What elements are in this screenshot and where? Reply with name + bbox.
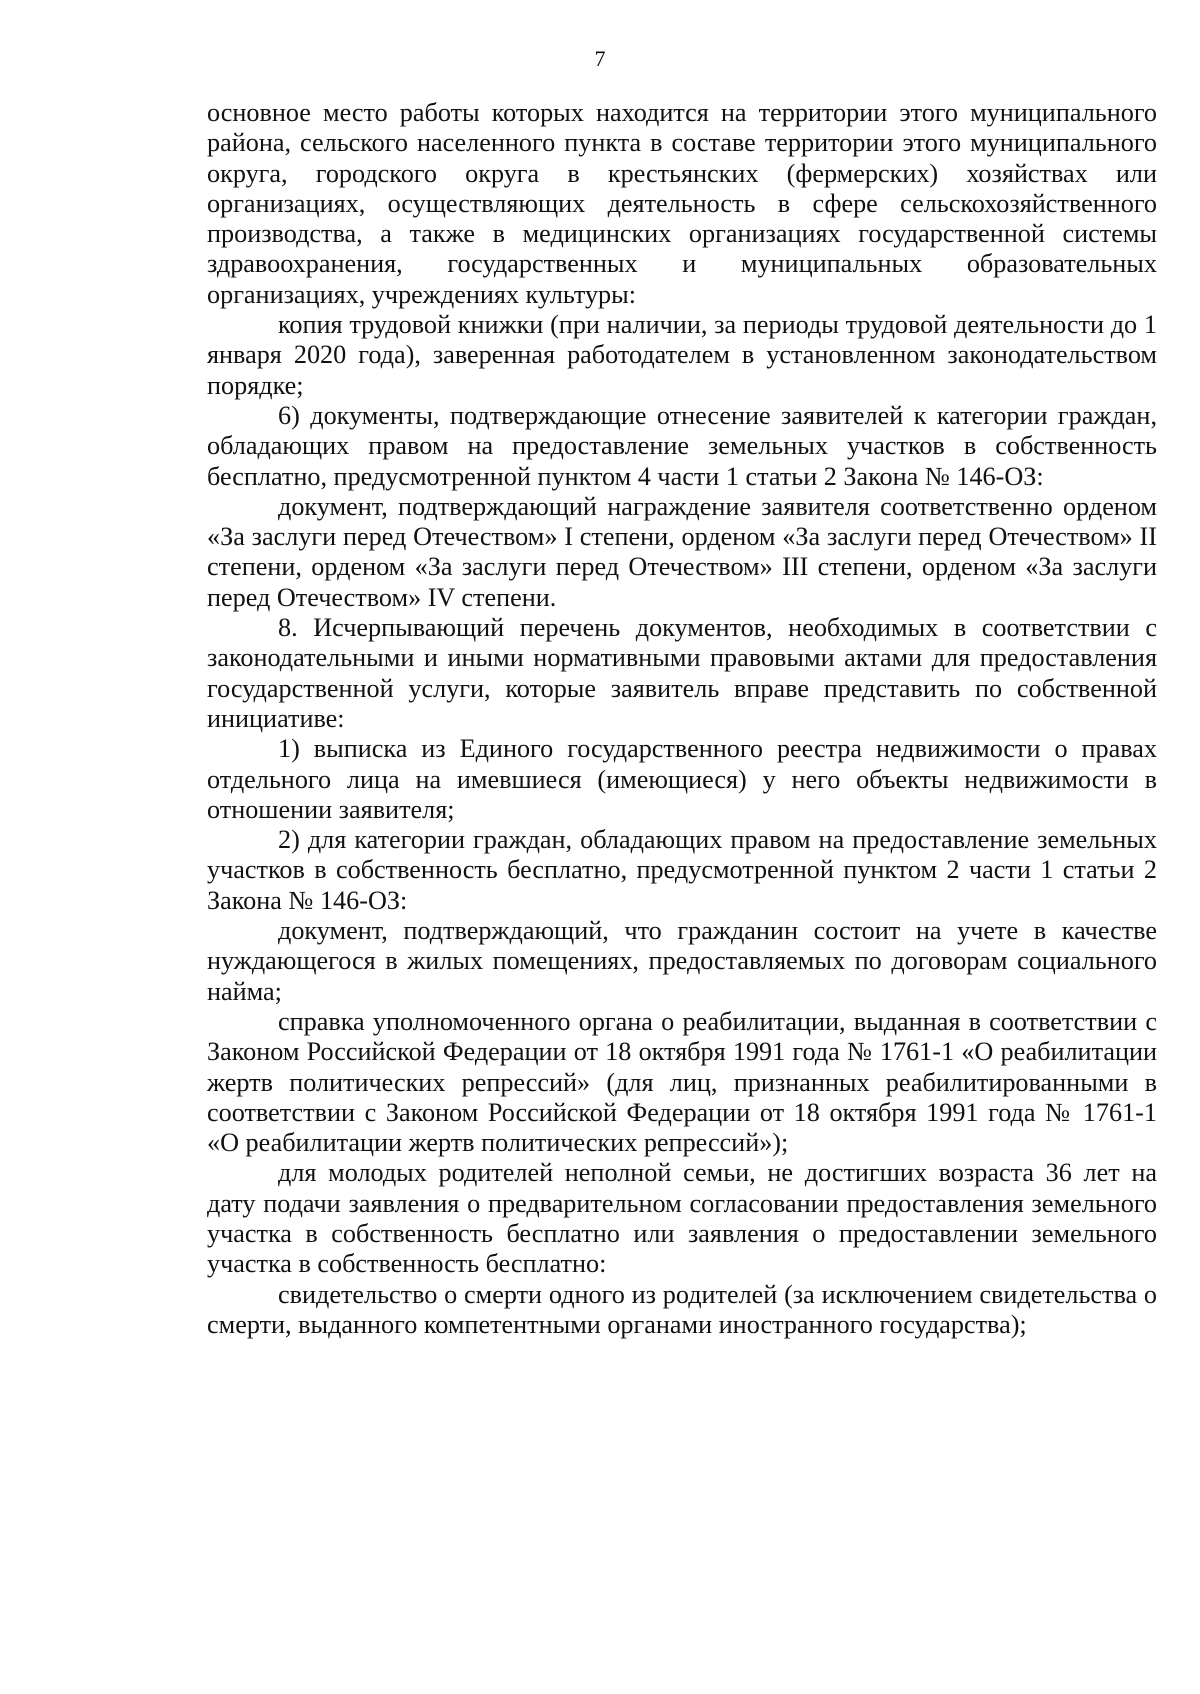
paragraph-rehabilitation-certificate: справка уполномоченного органа о реабилитации, выданная в соответствии с Законом Российской Федерации от 18 октября 1991 года № 1761-1 «О реабилитации жертв политических репрессий» (для лиц, признанных реабилитированными в соответствии с Законом Российской Федерации от 18 октября 1991 года № 1761-1 «О реабилитации жертв политических репрессий»); bbox=[207, 1006, 1157, 1158]
paragraph-death-certificate: свидетельство о смерти одного из родителей (за исключением свидетельства о смерти, выданного компетентными органами иностранного государства); bbox=[207, 1279, 1157, 1339]
paragraph-young-parents: для молодых родителей неполной семьи, не достигших возраста 36 лет на дату подачи заявления о предварительном согласовании предоставления земельного участка в собственность бесплатно или заявления о предоставлении земельного участка в собственность бесплатно: bbox=[207, 1158, 1157, 1279]
paragraph-housing-document: документ, подтверждающий, что гражданин состоит на учете в качестве нуждающегося в жилых помещениях, предоставляемых по договорам социального найма; bbox=[207, 916, 1157, 1006]
page-number: 7 bbox=[594, 46, 606, 71]
paragraph-item-6: 6) документы, подтверждающие отнесение заявителей к категории граждан, обладающих правом на предоставление земельных участков в собственность бесплатно, предусмотренной пунктом 4 части 1 статьи 2 Закона № 146-ОЗ: bbox=[207, 400, 1157, 491]
paragraph-item-2: 2) для категории граждан, обладающих правом на предоставление земельных участков в собственность бесплатно, предусмотренной пунктом 2 части 1 статьи 2 Закона № 146-ОЗ: bbox=[207, 825, 1157, 915]
document-body bbox=[207, 98, 1157, 1340]
paragraph-item-1: 1) выписка из Единого государственного реестра недвижимости о правах отдельного лица на имевшиеся (имеющиеся) у него объекты недвижимости в отношении заявителя; bbox=[207, 734, 1157, 824]
paragraph-employment-record: копия трудовой книжки (при наличии, за периоды трудовой деятельности до 1 января 2020 года), заверенная работодателем в установленном законодательством порядке; bbox=[207, 310, 1157, 400]
paragraph-award-document: документ, подтверждающий награждение заявителя соответственно орденом «За заслуги перед Отечеством» I степени, орденом «За заслуги перед Отечеством» II степени, орденом «За заслуги перед Отечеством» III степени, орденом «За заслуги перед Отечеством» IV степени. bbox=[207, 491, 1157, 612]
paragraph-section-8: 8. Исчерпывающий перечень документов, необходимых в соответствии с законодательными и иными нормативными правовыми актами для предоставления государственной услуги, которые заявитель вправе представить по собственной инициативе: bbox=[207, 613, 1157, 733]
paragraph-continuation: основное место работы которых находится на территории этого муниципального района, сельского населенного пункта в составе территории этого муниципального округа, городского округа в крестьянских (фермерских) хозяйствах или организациях, осуществляющих деятельность в сфере сельскохозяйственного производства, а также в медицинских организациях государственной системы здравоохранения, государственных и муниципальных образовательных организациях, учреждениях культуры: bbox=[207, 98, 1157, 309]
